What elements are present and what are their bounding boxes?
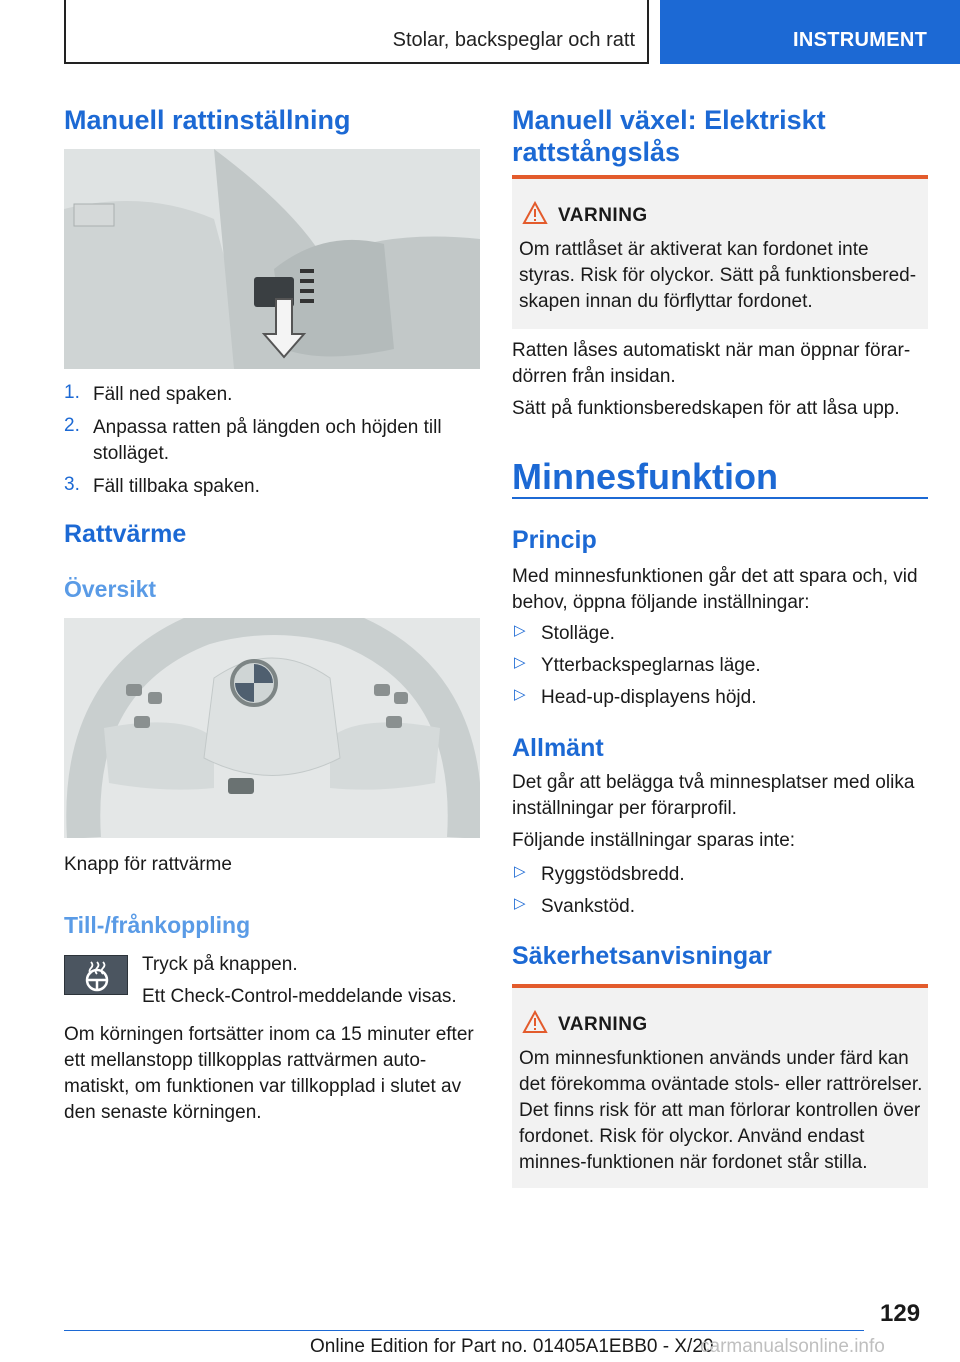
list-item-text: Head-up-displayens höjd.	[541, 687, 757, 708]
warning-box-lock	[512, 175, 928, 329]
heat-auto-paragraph: Om körningen fortsätter inom ca 15 minuter efter ett mellanstopp tillkopplas rattvärmen automatiskt, om funktionen var tillkopplad i slutet av den senaste körningen.	[64, 1024, 474, 1123]
warning-text: Om minnesfunktionen används under färd kan det förekomma oväntade stols- eller rattrörelser. Det finns risk för att man förlorar kontrollen över fordonet. Risk för olyckor. Använd endast minnes-funktionen när fordonet står stilla.	[519, 1048, 923, 1173]
header-section-title: Stolar, backspeglar och ratt	[392, 29, 635, 51]
lock-paragraph: Ratten låses automatiskt när man öppnar förardörren från insidan.	[512, 340, 911, 387]
step-text: Fäll ned spaken.	[93, 384, 233, 405]
list-item-text: Ryggstödsbredd.	[541, 864, 685, 885]
toggle-result: Ett Check-Control-meddelande visas.	[142, 986, 457, 1007]
step-text: Fäll tillbaka spaken.	[93, 476, 260, 497]
steering-heat-button-icon	[64, 955, 128, 995]
image-caption: Knapp för rattvärme	[64, 854, 232, 875]
heading-steering-lock: Manuell växel: Elektriskt rattstångslås	[512, 105, 826, 167]
header-chapter-tab	[660, 0, 960, 64]
warning-text: Om rattlåset är aktiverat kan fordonet inte styras. Risk för olyckor. Sätt på funktionsberedskapen innan du förflyttar fordonet.	[519, 239, 917, 312]
header-section-tab	[64, 0, 649, 64]
footer-edition: Online Edition for Part no. 01405A1EBB0 - X/20	[310, 1336, 714, 1357]
heading-safety: Säkerhetsanvisningar	[512, 942, 772, 970]
heading-overview: Översikt	[64, 576, 157, 602]
list-item-text: Ytterbackspeglarnas läge.	[541, 655, 761, 676]
warning-triangle-icon	[522, 201, 548, 230]
heading-manual-steering-adjust: Manuell rattinställning	[64, 105, 351, 135]
warning-box-memory	[512, 984, 928, 1188]
bullet-triangle-icon: ▷	[514, 895, 526, 912]
header-chapter-title: INSTRUMENT	[793, 29, 928, 51]
section-rule	[512, 497, 928, 499]
toggle-instruction: Tryck på knappen.	[142, 954, 298, 975]
watermark: carmanualsonline.info	[700, 1336, 885, 1357]
steering-wheel-image	[64, 618, 480, 838]
heading-steering-heat: Rattvärme	[64, 520, 187, 548]
step-number: 1.	[64, 382, 80, 403]
step-number: 3.	[64, 474, 80, 495]
unlock-paragraph: Sätt på funktionsberedskapen för att låsa upp.	[512, 398, 900, 419]
bullet-triangle-icon: ▷	[514, 686, 526, 703]
step-text: Anpassa ratten på längden och höjden till stolläget.	[93, 417, 442, 464]
heading-principle: Princip	[512, 526, 597, 554]
page-number: 129	[880, 1300, 921, 1327]
warning-triangle-icon	[522, 1010, 548, 1039]
heading-on-off: Till-/frånkoppling	[64, 912, 251, 938]
bullet-triangle-icon: ▷	[514, 622, 526, 639]
warning-title: VARNING	[558, 1014, 648, 1035]
principle-text: Med minnesfunktionen går det att spara och, vid behov, öppna följande inställningar:	[512, 566, 918, 613]
warning-title: VARNING	[558, 205, 648, 226]
footer-rule	[64, 1330, 864, 1331]
step-number: 2.	[64, 415, 80, 436]
steering-lever-image	[64, 149, 480, 369]
heading-memory-function: Minnesfunktion	[512, 456, 778, 497]
list-item-text: Svankstöd.	[541, 896, 635, 917]
general-text-2: Följande inställningar sparas inte:	[512, 830, 796, 851]
list-item-text: Stolläge.	[541, 623, 615, 644]
general-text: Det går att belägga två minnesplatser med olika inställningar per förarprofil.	[512, 772, 915, 819]
bullet-triangle-icon: ▷	[514, 654, 526, 671]
bullet-triangle-icon: ▷	[514, 863, 526, 880]
heading-general: Allmänt	[512, 734, 604, 762]
